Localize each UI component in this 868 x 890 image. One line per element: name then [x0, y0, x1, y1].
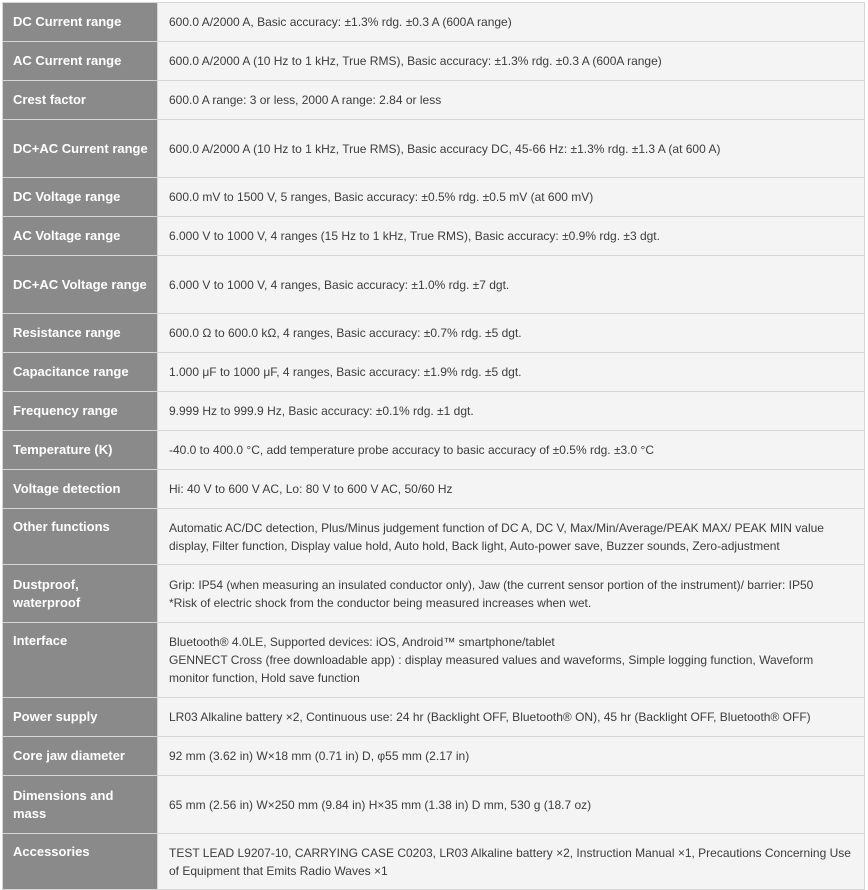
spec-label: Power supply: [3, 698, 158, 737]
spec-value: [158, 737, 865, 776]
spec-label: Interface: [3, 623, 158, 698]
spec-value-line: LR03 Alkaline battery ×2, Continuous use: 24 hr (Backlight OFF, Bluetooth® ON), 45 hr (Backlight OFF, Bluetooth® OFF): [169, 710, 811, 724]
spec-value-line: Bluetooth® 4.0LE, Supported devices: iOS, Android™ smartphone/tablet: [169, 635, 555, 649]
spec-value-line: *Risk of electric shock from the conductor being measured increases when wet.: [169, 595, 592, 610]
spec-label: Core jaw diameter: [3, 737, 158, 776]
spec-row: [3, 314, 865, 353]
spec-row: [3, 509, 865, 565]
spec-label: DC+AC Current range: [3, 120, 158, 178]
spec-value: [158, 776, 865, 834]
spec-value: [158, 3, 865, 42]
spec-value-line: 6.000 V to 1000 V, 4 ranges, Basic accuracy: ±1.0% rdg. ±7 dgt.: [169, 277, 510, 292]
spec-label: AC Voltage range: [3, 217, 158, 256]
spec-row: [3, 178, 865, 217]
spec-value: [158, 42, 865, 81]
spec-value-line: Automatic AC/DC detection, Plus/Minus judgement function of DC A, DC V, Max/Min/Average/PEAK MAX/ PEAK MIN value display, Filter function, Display value hold, Auto hold, Back light, Auto-power save, Buzzer sounds, Zero-adjustment: [169, 520, 824, 553]
spec-value-line: 600.0 A range: 3 or less, 2000 A range: 2.84 or less: [169, 93, 442, 107]
spec-row: [3, 470, 865, 509]
spec-label: Crest factor: [3, 81, 158, 120]
spec-row: [3, 392, 865, 431]
spec-value: [158, 178, 865, 217]
spec-row: [3, 81, 865, 120]
spec-row: [3, 565, 865, 623]
spec-value: [158, 217, 865, 256]
spec-label: Voltage detection: [3, 470, 158, 509]
spec-value: [158, 509, 865, 565]
spec-value-line: Hi: 40 V to 600 V AC, Lo: 80 V to 600 V AC, 50/60 Hz: [169, 482, 453, 496]
spec-label: DC Voltage range: [3, 178, 158, 217]
spec-table: [2, 2, 865, 890]
spec-value: [158, 431, 865, 470]
spec-row: [3, 256, 865, 314]
spec-row: [3, 120, 865, 178]
spec-value-line: 600.0 Ω to 600.0 kΩ, 4 ranges, Basic accuracy: ±0.7% rdg. ±5 dgt.: [169, 326, 522, 340]
spec-value-line: Grip: IP54 (when measuring an insulated conductor only), Jaw (the current sensor portion of the instrument)/ barrier: IP50: [169, 577, 814, 592]
spec-label: Temperature (K): [3, 431, 158, 470]
spec-value: [158, 81, 865, 120]
spec-label: DC Current range: [3, 3, 158, 42]
spec-row: [3, 834, 865, 890]
spec-label: DC+AC Voltage range: [3, 256, 158, 314]
spec-value: [158, 834, 865, 890]
spec-row: [3, 431, 865, 470]
spec-value-line: 600.0 A/2000 A, Basic accuracy: ±1.3% rdg. ±0.3 A (600A range): [169, 15, 512, 29]
spec-value-line: 92 mm (3.62 in) W×18 mm (0.71 in) D, φ55 mm (2.17 in): [169, 749, 470, 763]
spec-value: [158, 256, 865, 314]
spec-label: Capacitance range: [3, 353, 158, 392]
spec-value-line: -40.0 to 400.0 °C, add temperature probe accuracy to basic accuracy of ±0.5% rdg. ±3.0 °C: [169, 443, 655, 457]
spec-value-line: 9.999 Hz to 999.9 Hz, Basic accuracy: ±0.1% rdg. ±1 dgt.: [169, 404, 474, 418]
spec-value-line: 65 mm (2.56 in) W×250 mm (9.84 in) H×35 mm (1.38 in) D mm, 530 g (18.7 oz): [169, 797, 592, 812]
spec-label: Frequency range: [3, 392, 158, 431]
spec-value-line: 600.0 A/2000 A (10 Hz to 1 kHz, True RMS), Basic accuracy DC, 45-66 Hz: ±1.3% rdg. ±1.3 A (at 600 A): [169, 141, 721, 156]
spec-row: [3, 698, 865, 737]
spec-value: [158, 470, 865, 509]
spec-row: [3, 217, 865, 256]
spec-row: [3, 623, 865, 698]
spec-row: [3, 3, 865, 42]
spec-value-line: GENNECT Cross (free downloadable app) : display measured values and waveforms, Simple logging function, Waveform monitor function, Hold save function: [169, 653, 814, 685]
spec-value-line: 1.000 μF to 1000 μF, 4 ranges, Basic accuracy: ±1.9% rdg. ±5 dgt.: [169, 365, 522, 379]
spec-value-line: TEST LEAD L9207-10, CARRYING CASE C0203, LR03 Alkaline battery ×2, Instruction Manual ×1, Precautions Concerning Use of Equipment that Emits Radio Waves ×1: [169, 845, 851, 878]
spec-label: AC Current range: [3, 42, 158, 81]
spec-value-line: 600.0 mV to 1500 V, 5 ranges, Basic accuracy: ±0.5% rdg. ±0.5 mV (at 600 mV): [169, 190, 594, 204]
spec-table-body: [3, 3, 865, 890]
spec-label: Accessories: [3, 834, 158, 890]
spec-value: [158, 623, 865, 698]
spec-row: [3, 42, 865, 81]
spec-label: Dimensions and mass: [3, 776, 158, 834]
spec-value-line: 600.0 A/2000 A (10 Hz to 1 kHz, True RMS), Basic accuracy: ±1.3% rdg. ±0.3 A (600A range): [169, 54, 662, 68]
spec-label: Other functions: [3, 509, 158, 565]
spec-row: [3, 737, 865, 776]
spec-value: [158, 392, 865, 431]
spec-value-line: 6.000 V to 1000 V, 4 ranges (15 Hz to 1 kHz, True RMS), Basic accuracy: ±0.9% rdg. ±3 dgt.: [169, 229, 660, 243]
spec-row: [3, 776, 865, 834]
spec-value: [158, 120, 865, 178]
spec-value: [158, 565, 865, 623]
spec-label: Dustproof, waterproof: [3, 565, 158, 623]
spec-label: Resistance range: [3, 314, 158, 353]
spec-value: [158, 314, 865, 353]
spec-row: [3, 353, 865, 392]
spec-value: [158, 353, 865, 392]
spec-value: [158, 698, 865, 737]
